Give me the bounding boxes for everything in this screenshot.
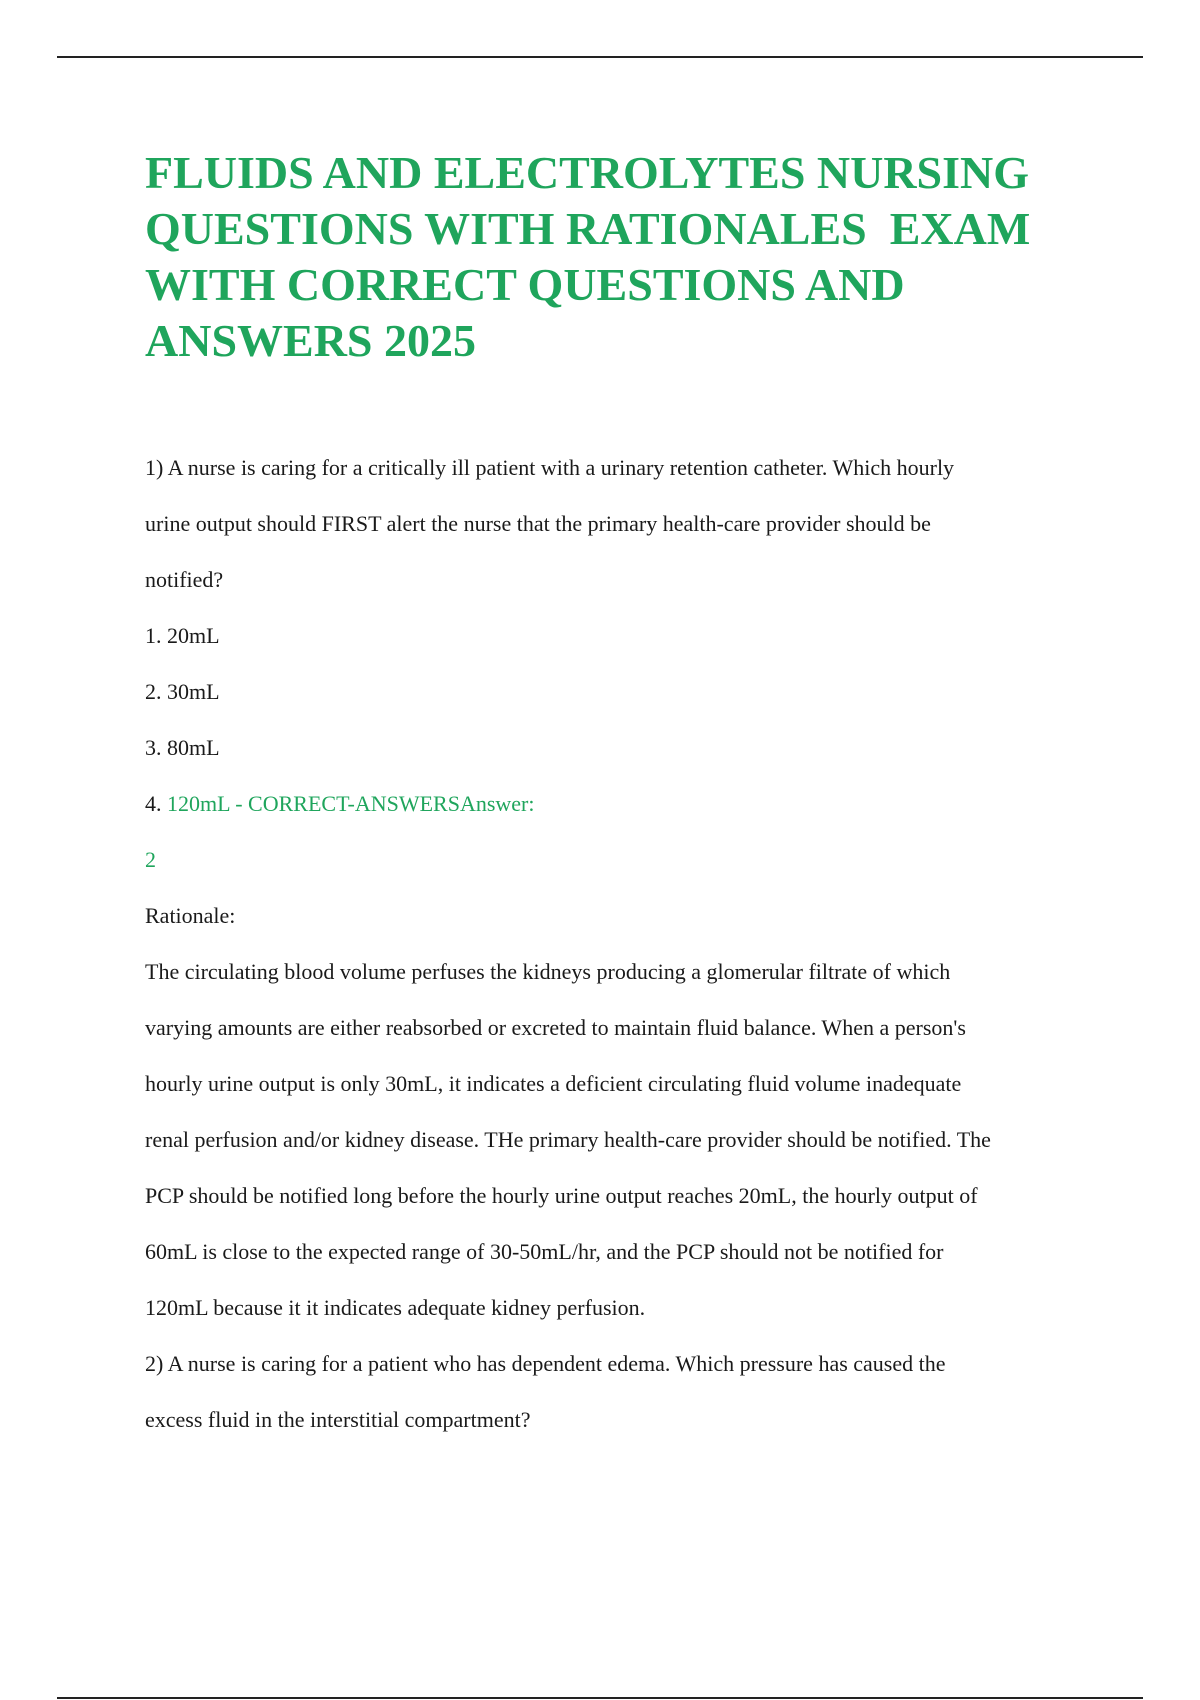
top-rule bbox=[57, 56, 1143, 58]
q1-option-1: 1. 20mL bbox=[145, 623, 220, 648]
bottom-rule bbox=[57, 1697, 1143, 1699]
q1-option-4-prefix: 4. bbox=[145, 791, 167, 816]
q2-stem-line-2: excess fluid in the interstitial compartment? bbox=[145, 1407, 531, 1432]
document-title: FLUIDS AND ELECTROLYTES NURSING QUESTIONS WITH RATIONALES EXAM WITH CORRECT QUESTIONS AND ANSWERS 2025 bbox=[145, 147, 1041, 366]
q1-stem-line-1: 1) A nurse is caring for a critically ill patient with a urinary retention catheter. Which hourly bbox=[145, 455, 955, 480]
q1-rationale-line-3: hourly urine output is only 30mL, it indicates a deficient circulating fluid volume inadequate bbox=[145, 1071, 962, 1096]
q2-stem-line-1: 2) A nurse is caring for a patient who has dependent edema. Which pressure has caused the bbox=[145, 1351, 946, 1376]
q1-stem-line-3: notified? bbox=[145, 567, 224, 592]
q1-option-4-correct-answer: 120mL - CORRECT-ANSWERSAnswer: bbox=[167, 791, 535, 816]
q1-answer-value: 2 bbox=[145, 847, 156, 872]
q1-rationale-line-4: renal perfusion and/or kidney disease. THe primary health-care provider should be notified. The bbox=[145, 1127, 991, 1152]
q1-option-2: 2. 30mL bbox=[145, 679, 220, 704]
document-body bbox=[145, 440, 1090, 1448]
q1-rationale-line-1: The circulating blood volume perfuses the kidneys producing a glomerular filtrate of which bbox=[145, 959, 951, 984]
q1-stem-line-2: urine output should FIRST alert the nurse that the primary health-care provider should be bbox=[145, 511, 931, 536]
q1-rationale-line-6: 60mL is close to the expected range of 30-50mL/hr, and the PCP should not be notified for bbox=[145, 1239, 944, 1264]
q1-option-4 bbox=[145, 776, 1090, 832]
q1-option-3: 3. 80mL bbox=[145, 735, 220, 760]
q1-rationale-line-7: 120mL because it it indicates adequate kidney perfusion. bbox=[145, 1295, 646, 1320]
q1-rationale-label: Rationale: bbox=[145, 903, 236, 928]
q1-rationale-line-5: PCP should be notified long before the hourly urine output reaches 20mL, the hourly output of bbox=[145, 1183, 978, 1208]
q1-rationale-line-2: varying amounts are either reabsorbed or excreted to maintain fluid balance. When a person's bbox=[145, 1015, 966, 1040]
